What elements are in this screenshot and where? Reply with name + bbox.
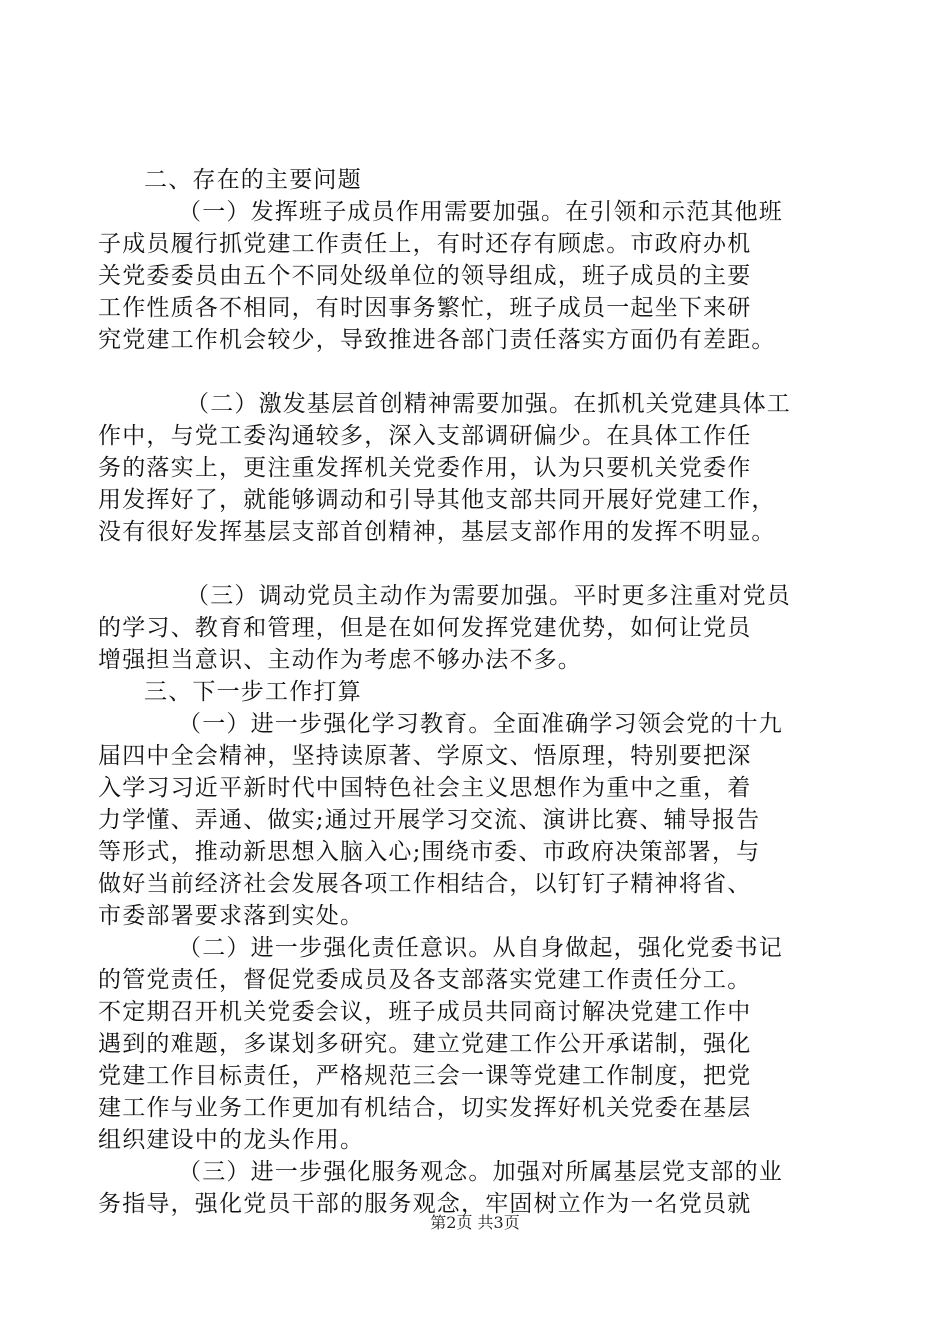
document-body xyxy=(98,164,852,1220)
paragraph-line: （一）发挥班子成员作用需要加强。在引领和示范其他班 xyxy=(178,199,783,225)
paragraph-line: 入学习习近平新时代中国特色社会主义思想作为重中之重，着 xyxy=(98,775,752,801)
paragraph-line: 党建工作目标责任，严格规范三会一课等党建工作制度，把党 xyxy=(98,1063,752,1089)
paragraph-3 xyxy=(98,580,852,676)
paragraph-line: （一）进一步强化学习教育。全面准确学习领会党的十九 xyxy=(178,711,783,737)
paragraph-line: 市委部署要求落到实处。 xyxy=(98,903,365,929)
paragraph-line: 做好当前经济社会发展各项工作相结合，以钉钉子精神将省、 xyxy=(98,871,752,897)
paragraph-line: 究党建工作机会较少，导致推进各部门责任落实方面仍有差距。 xyxy=(98,327,776,353)
paragraph-line: 务指导，强化党员干部的服务观念，牢固树立作为一名党员就 xyxy=(98,1191,752,1217)
page-number-footer: 第2页 共3页 xyxy=(430,1213,520,1232)
paragraph-line: 建工作与业务工作更加有机结合，切实发挥好机关党委在基层 xyxy=(98,1095,752,1121)
paragraph-line: 作中，与党工委沟通较多，深入支部调研偏少。在具体工作任 xyxy=(98,423,752,449)
paragraph-6 xyxy=(98,1156,852,1220)
paragraph-line: 届四中全会精神，坚持读原著、学原文、悟原理，特别要把深 xyxy=(98,743,752,769)
paragraph-line: 组织建设中的龙头作用。 xyxy=(98,1127,365,1153)
paragraph-line: 的管党责任，督促党委成员及各支部落实党建工作责任分工。 xyxy=(98,967,752,993)
paragraph-line: 用发挥好了，就能够调动和引导其他支部共同开展好党建工作， xyxy=(98,487,776,513)
paragraph-4 xyxy=(98,708,852,932)
paragraph-line: （三）进一步强化服务观念。加强对所属基层党支部的业 xyxy=(178,1159,783,1185)
section-heading: 二、存在的主要问题 xyxy=(144,167,362,193)
paragraph-line: 的学习、教育和管理，但是在如何发挥党建优势，如何让党员 xyxy=(98,615,752,641)
paragraph-line: 遇到的难题，多谋划多研究。建立党建工作公开承诺制，强化 xyxy=(98,1031,752,1057)
paragraph-5 xyxy=(98,932,852,1156)
paragraph-2 xyxy=(98,388,852,548)
paragraph-line: 工作性质各不相同，有时因事务繁忙，班子成员一起坐下来研 xyxy=(98,295,752,321)
paragraph-line: （二）激发基层首创精神需要加强。在抓机关党建具体工 xyxy=(186,391,791,417)
paragraph-line: 不定期召开机关党委会议，班子成员共同商讨解决党建工作中 xyxy=(98,999,752,1025)
paragraph-gap xyxy=(98,356,852,388)
paragraph-line: 务的落实上，更注重发挥机关党委作用，认为只要机关党委作 xyxy=(98,455,752,481)
paragraph-gap xyxy=(98,548,852,580)
paragraph-line: 等形式，推动新思想入脑入心;围绕市委、市政府决策部署，与 xyxy=(98,839,761,865)
paragraph-1 xyxy=(98,196,852,356)
section-heading: 三、下一步工作打算 xyxy=(144,679,362,705)
paragraph-line: （三）调动党员主动作为需要加强。平时更多注重对党员 xyxy=(186,583,791,609)
paragraph-line: 没有很好发挥基层支部首创精神，基层支部作用的发挥不明显。 xyxy=(98,519,776,545)
paragraph-line: （二）进一步强化责任意识。从自身做起，强化党委书记 xyxy=(178,935,783,961)
paragraph-line: 增强担当意识、主动作为考虑不够办法不多。 xyxy=(98,647,582,673)
paragraph-line: 关党委委员由五个不同处级单位的领导组成，班子成员的主要 xyxy=(98,263,752,289)
paragraph-line: 子成员履行抓党建工作责任上，有时还存有顾虑。市政府办机 xyxy=(98,231,752,257)
paragraph-line: 力学懂、弄通、做实;通过开展学习交流、演讲比赛、辅导报告 xyxy=(98,807,761,833)
